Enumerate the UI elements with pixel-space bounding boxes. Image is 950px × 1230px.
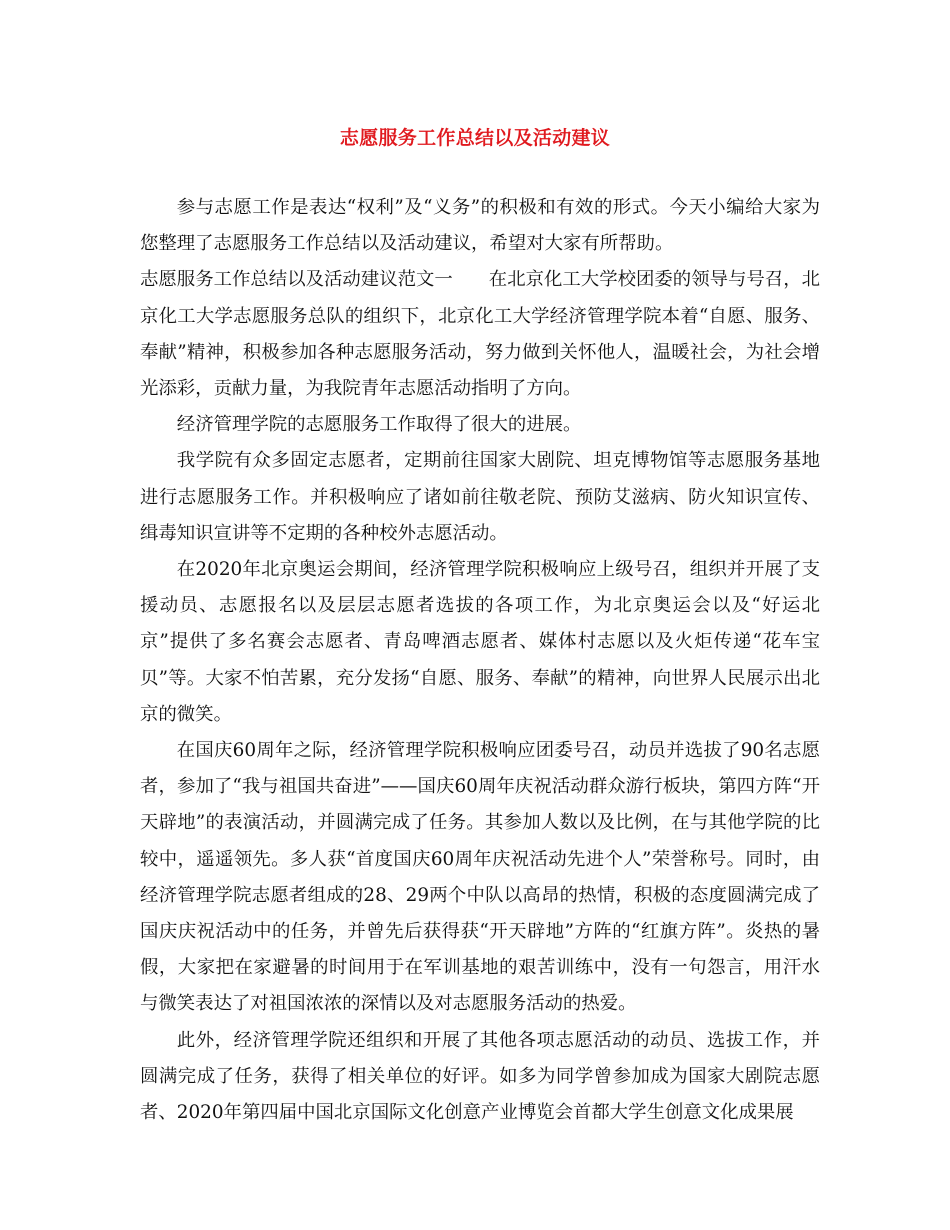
paragraph-intro: 参与志愿工作是表达“权利”及“义务”的积极和有效的形式。今天小编给大家为您整理了志愿服务工作总结以及活动建议，希望对大家有所帮助。	[140, 197, 820, 255]
paragraph-national-day: 在国庆60周年之际，经济管理学院积极响应团委号召，动员并选拔了90名志愿者，参加了“我与祖国共奋进”——国庆60周年庆祝活动群众游行板块，第四方阵“开天辟地”的表演活动，并圆满完成了任务。其参加人数以及比例，在与其他学院的比较中，遥遥领先。多人获“首度国庆60周年庆祝活动先进个人”荣誉称号。同时，由经济管理学院志愿者组成的28、29两个中队以高昂的热情，积极的态度圆满完成了国庆庆祝活动中的任务，并曾先后获得获“开天辟地”方阵的“红旗方阵”。炎热的暑假，大家把在家避暑的时间用于在军训基地的艰苦训练中，没有一句怨言，用汗水与微笑表达了对祖国浓浓的深情以及对志愿服务活动的热爱。	[140, 740, 820, 1015]
paragraph-olympics: 在2020年北京奥运会期间，经济管理学院积极响应上级号召，组织并开展了支援动员、志愿报名以及层层志愿者选拔的各项工作，为北京奥运会以及“好运北京”提供了多名赛会志愿者、青岛啤酒志愿者、媒体村志愿以及火炬传递“花车宝贝”等。大家不怕苦累，充分发扬“自愿、服务、奉献”的精神，向世界人民展示出北京的微笑。	[140, 559, 820, 725]
paragraph-other-activities: 此外，经济管理学院还组织和开展了其他各项志愿活动的动员、选拔工作，并圆满完成了任务，获得了相关单位的好评。如多为同学曾参加成为国家大剧院志愿者、2020年第四届中国北京国际文化创意产业博览会首都大学生创意文化成果展	[140, 1029, 820, 1124]
paragraph-progress: 经济管理学院的志愿服务工作取得了很大的进展。	[176, 414, 582, 436]
sample-heading: 志愿服务工作总结以及活动建议范文一	[140, 269, 453, 291]
paragraph-sample-one	[140, 262, 820, 407]
document-body	[140, 190, 820, 1131]
document-title: 志愿服务工作总结以及活动建议	[339, 127, 611, 149]
paragraph-fixed-volunteers: 我学院有众多固定志愿者，定期前往国家大剧院、坦克博物馆等志愿服务基地进行志愿服务工作。并积极响应了诸如前往敬老院、预防艾滋病、防火知识宣传、缉毒知识宣讲等不定期的各种校外志愿活动。	[140, 450, 820, 544]
sample-one-text: 在北京化工大学校团委的领导与号召，北京化工大学志愿服务总队的组织下，北京化工大学经济管理学院本着“自愿、服务、奉献”精神，积极参加各种志愿服务活动，努力做到关怀他人，温暖社会，为社会增光添彩，贡献力量，为我院青年志愿活动指明了方向。	[140, 269, 820, 400]
